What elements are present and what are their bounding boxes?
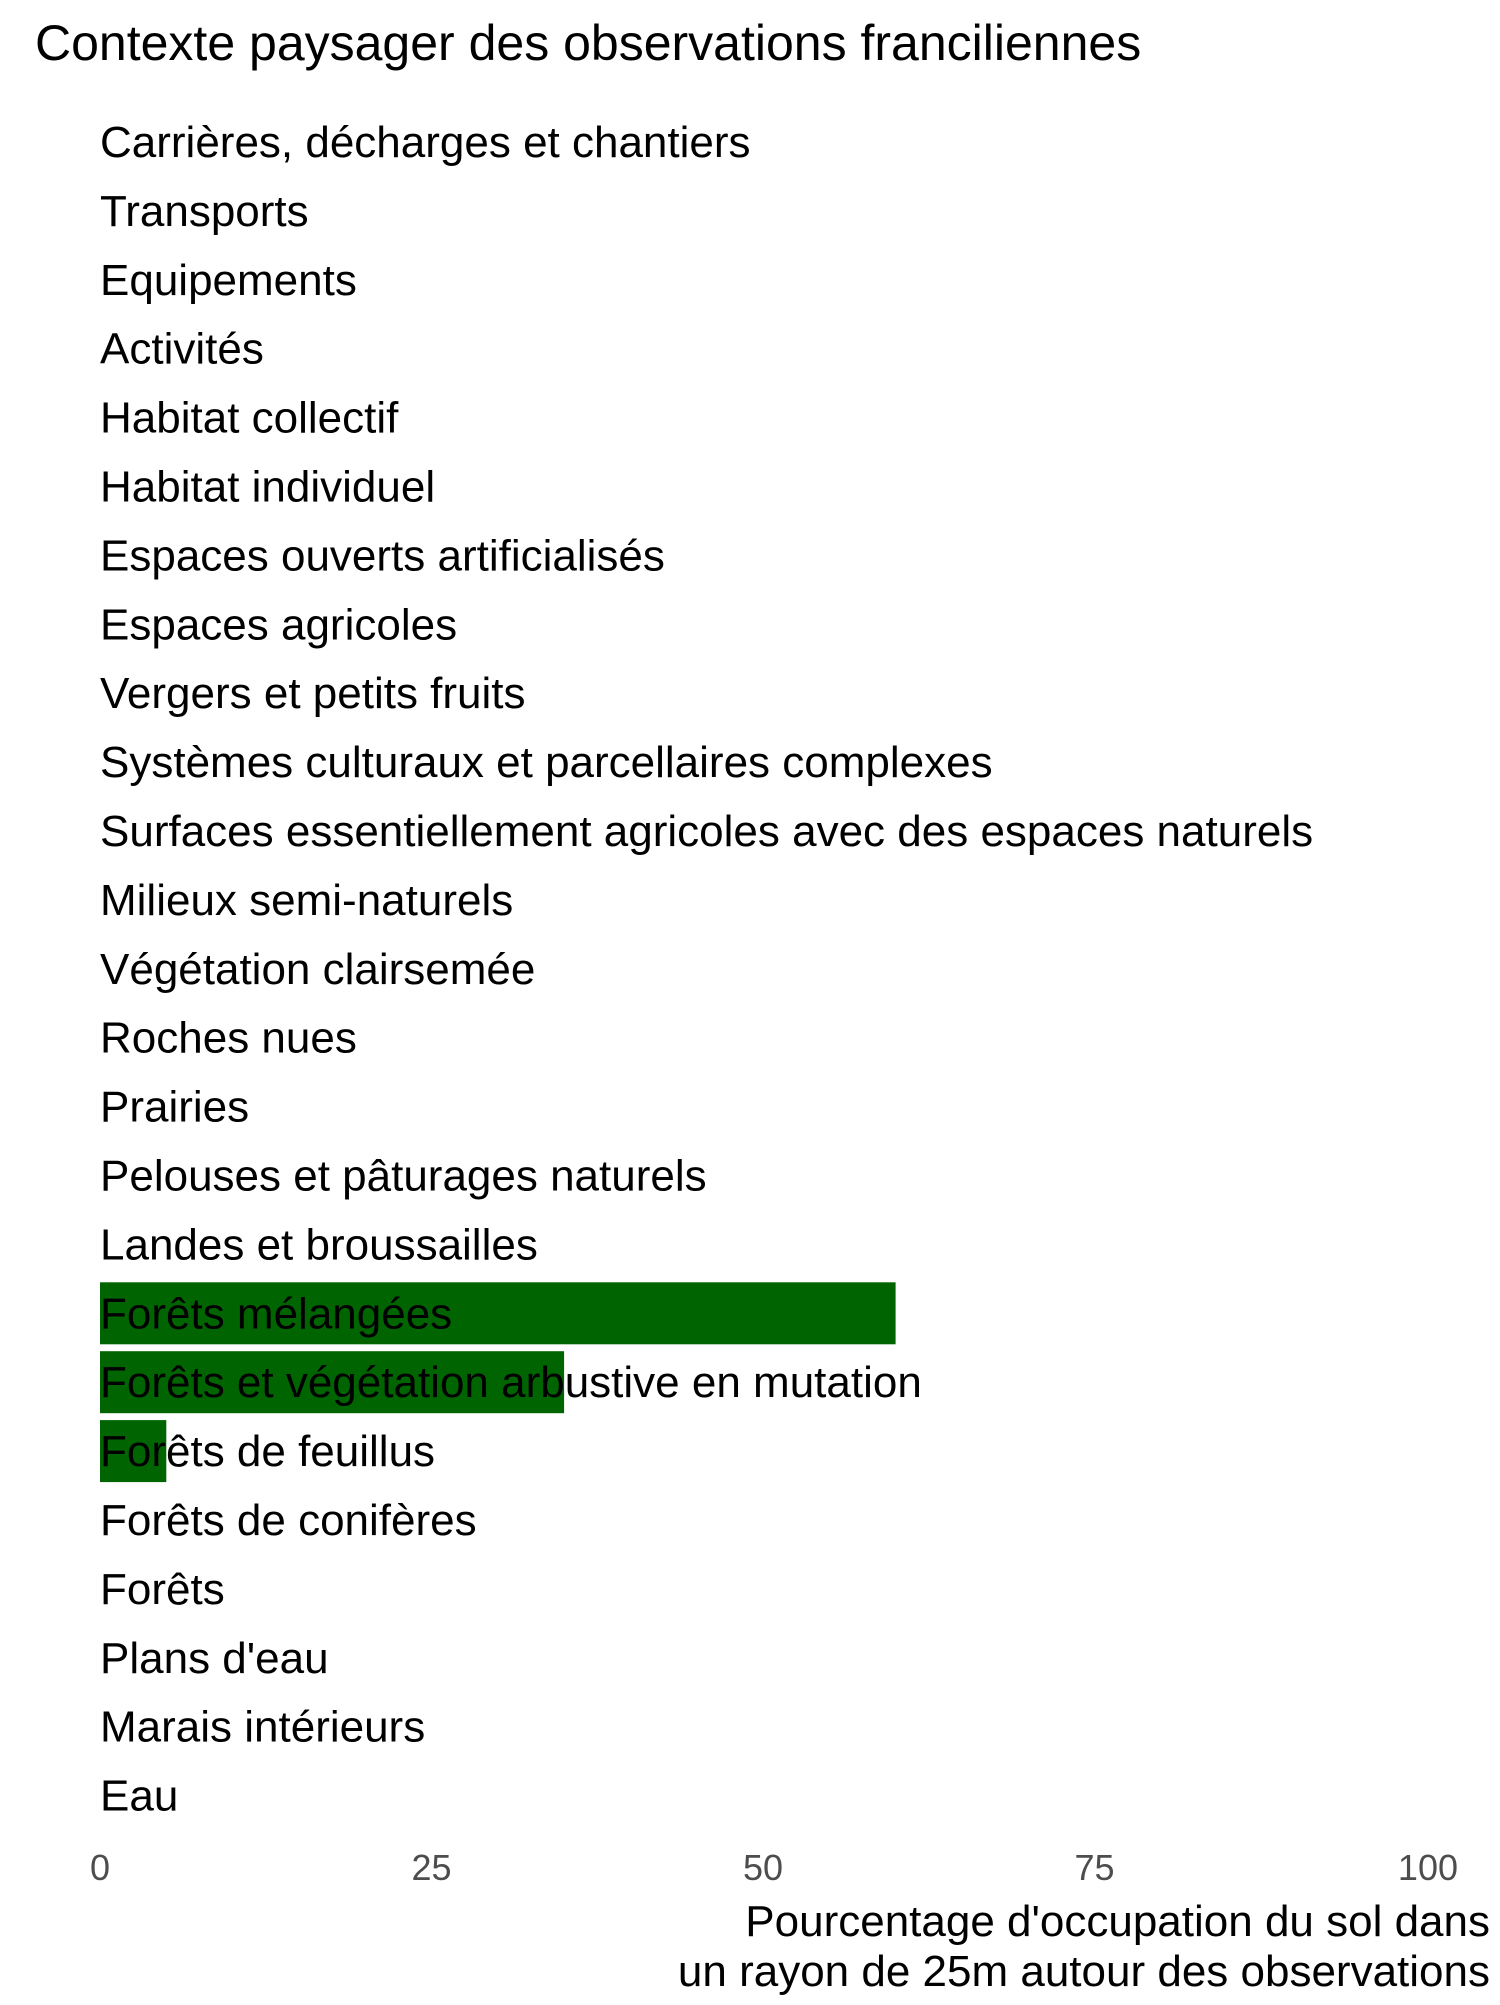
- category-label-transports: Transports: [100, 186, 309, 236]
- chart-title: Contexte paysager des observations franciliennes: [35, 15, 1142, 71]
- category-label-plans-d-eau: Plans d'eau: [100, 1633, 329, 1683]
- category-label-eau: Eau: [100, 1771, 179, 1821]
- x-axis-label-line: Pourcentage d'occupation du sol dans: [745, 1897, 1490, 1946]
- category-label-vergers-et-petits-fruits: Vergers et petits fruits: [100, 669, 526, 719]
- category-label-forets: Forêts: [100, 1564, 225, 1614]
- category-label-pelouses-et-paturages-naturels: Pelouses et pâturages naturels: [100, 1151, 707, 1201]
- category-label-forets-melangees: Forêts mélangées: [100, 1289, 453, 1339]
- x-tick-label: 100: [1397, 1847, 1458, 1888]
- category-label-systemes-culturaux-et-parcellaires-complexes: Systèmes culturaux et parcellaires complexes: [100, 738, 993, 788]
- category-labels: [100, 118, 1313, 1821]
- category-label-forets-et-vegetation-arbustive-en-mutation: Forêts et végétation arbustive en mutation: [100, 1358, 922, 1408]
- category-label-forets-de-coniferes: Forêts de conifères: [100, 1496, 477, 1545]
- category-label-roches-nues: Roches nues: [100, 1013, 357, 1063]
- category-label-espaces-agricoles: Espaces agricoles: [100, 600, 458, 650]
- category-label-activites: Activités: [100, 324, 264, 374]
- category-label-espaces-ouverts-artificialises: Espaces ouverts artificialisés: [100, 531, 665, 581]
- x-axis-label-line: un rayon de 25m autour des observations: [677, 1947, 1490, 1996]
- x-tick-label: 50: [742, 1847, 784, 1888]
- x-tick-label: 75: [1074, 1847, 1115, 1888]
- x-tick-label: 0: [90, 1847, 111, 1888]
- category-label-carrieres-decharges-et-chantiers: Carrières, décharges et chantiers: [100, 118, 751, 167]
- category-label-equipements: Equipements: [100, 255, 357, 305]
- category-label-forets-de-feuillus: Forêts de feuillus: [100, 1427, 436, 1477]
- category-label-marais-interieurs: Marais intérieurs: [100, 1702, 426, 1752]
- category-label-surfaces-essentiellement-agricoles-avec-des-espaces-naturels: Surfaces essentiellement agricoles avec des espaces naturels: [100, 807, 1314, 856]
- category-label-prairies: Prairies: [100, 1082, 250, 1132]
- x-axis-ticks: [90, 1847, 1458, 1888]
- category-label-habitat-individuel: Habitat individuel: [100, 462, 436, 512]
- category-label-milieux-semi-naturels: Milieux semi-naturels: [100, 875, 514, 925]
- category-label-landes-et-broussailles: Landes et broussailles: [100, 1220, 538, 1270]
- x-tick-label: 25: [411, 1847, 452, 1888]
- x-axis-label: [678, 1897, 1490, 1996]
- category-label-vegetation-clairsemee: Végétation clairsemée: [100, 944, 536, 994]
- category-label-habitat-collectif: Habitat collectif: [100, 393, 399, 443]
